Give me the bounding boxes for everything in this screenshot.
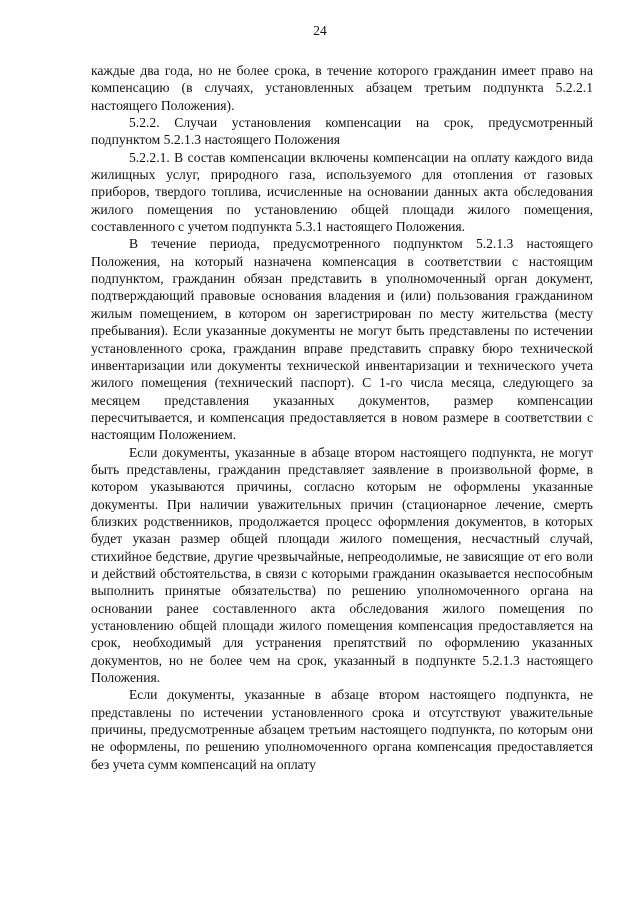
paragraph-no-valid-reasons: Если документы, указанные в абзаце втором настоящего подпункта, не представлены по истечении установленного срока и отсутствуют уважительные причины, предусмотренные абзацем третьим настоящего подпункта, по которым они не оформлены, по решению уполномоченного органа компенсация предоставляется без учета сумм компенсаций на оплату (91, 687, 593, 772)
document-body (91, 62, 593, 773)
section-heading-5-2-2: 5.2.2. Случаи установления компенсации на срок, предусмотренный подпунктом 5.2.1.3 настоящего Положения (91, 115, 593, 148)
page-number: 24 (313, 23, 327, 38)
paragraph-documents-not-presented: Если документы, указанные в абзаце втором настоящего подпункта, не могут быть представлены, гражданин представляет заявление в произвольной форме, в котором указываются причины, согласно которым не оформлены указанные документы. При наличии уважительных причин (стационарное лечение, смерть близких родственников, продолжается процесс оформления документов, в которых будет указан размер общей площади жилого помещения, несчастный случай, стихийное бедствие, другие чрезвычайные, непреодолимые, не зависящие от его воли и действий обстоятельства, в связи с которыми гражданин оказывается неспособным выполнить принятые обязательства) по решению уполномоченного органа на основании ранее составленного акта обследования жилого помещения по установлению общей площади жилого помещения компенсация предоставляется на срок, необходимый для устранения препятствий по оформлению указанных документов, но не более чем на срок, указанный в подпункте 5.2.1.3 настоящего Положения. (91, 444, 593, 686)
paragraph-documents-period: В течение периода, предусмотренного подпунктом 5.2.1.3 настоящего Положения, на который назначена компенсация в соответствии с настоящим подпунктом, гражданин обязан представить в уполномоченный орган документ, подтверждающий правовые основания владения и (или) пользования гражданином жилым помещением, в котором он зарегистрирован по месту жительства (месту пребывания). Если указанные документы не могут быть представлены по истечении установленного срока, гражданин вправе представить справку бюро технической инвентаризации или документы технической инвентаризации и технического учета жилого помещения (технический паспорт). С 1-го числа месяца, следующего за месяцем представления указанных документов, размер компенсации пересчитывается, и компенсация предоставляется в новом размере в соответствии с настоящим Положением. (91, 236, 593, 443)
paragraph-continuation: каждые два года, но не более срока, в течение которого гражданин имеет право на компенсацию (в случаях, установленных абзацем третьим подпункта 5.2.2.1 настоящего Положения). (91, 63, 593, 113)
paragraph-5-2-2-1: 5.2.2.1. В состав компенсации включены компенсации на оплату каждого вида жилищных услуг, природного газа, используемого для отопления от газовых приборов, твердого топлива, исчисленные на основании данных акта обследования жилого помещения по установлению общей площади жилого помещения, составленного с учетом подпункта 5.3.1 настоящего Положения. (91, 149, 593, 235)
